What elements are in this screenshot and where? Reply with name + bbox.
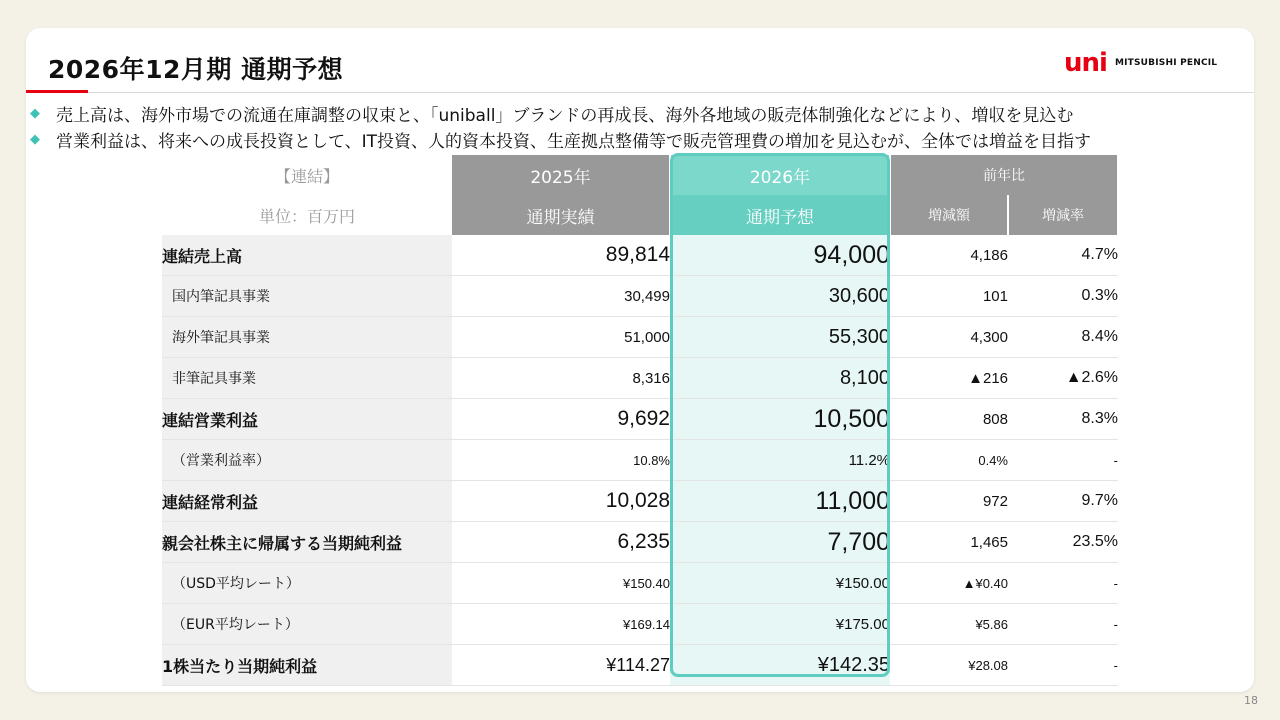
unit-label: 単位：百万円 [258,206,355,226]
row-label: （USD平均レート） [162,563,452,604]
forecast-value: 11,000 [670,481,890,522]
page-number: 18 [1244,694,1258,707]
rate-value: 4.7% [1008,235,1118,276]
diff-value: 0.4% [890,440,1008,481]
row-label: 非筆記具事業 [162,358,452,399]
diff-value: ¥28.08 [890,645,1008,686]
forecast-value: ¥150.00 [670,563,890,604]
diff-value: ▲¥0.40 [890,563,1008,604]
row-label: 国内筆記具事業 [162,276,452,317]
slide-title: 2026年12月期 通期予想 [48,55,344,84]
diff-value: 101 [890,276,1008,317]
rate-value: ▲2.6% [1008,358,1118,399]
forecast-table [162,155,1119,686]
table-subheader-row [162,195,1118,235]
header-rate: 増減率 [1008,195,1118,235]
diff-value: 4,300 [890,317,1008,358]
table-header-row [162,155,1118,195]
header-2026: 2026年 [670,155,890,195]
diff-value: 808 [890,399,1008,440]
bullet-item [30,126,1091,152]
table-row [162,317,1118,358]
forecast-value: ¥142.35 [670,645,890,686]
forecast-value: 10,500 [670,399,890,440]
row-label: 海外筆記具事業 [162,317,452,358]
company-logo [1064,50,1217,76]
actual-value: ¥114.27 [452,645,670,686]
header-divider [88,92,1254,93]
header-actual: 通期実績 [452,195,670,235]
forecast-value: 55,300 [670,317,890,358]
table-row [162,645,1118,686]
table-row [162,481,1118,522]
forecast-value: 30,600 [670,276,890,317]
header-yoy: 前年比 [890,155,1118,195]
actual-value: 10.8% [452,440,670,481]
title-accent-bar [26,90,88,93]
actual-value: 6,235 [452,522,670,563]
header-forecast: 通期予想 [670,195,890,235]
diff-value: 1,465 [890,522,1008,563]
table-row [162,563,1118,604]
table-row [162,604,1118,645]
rate-value: 9.7% [1008,481,1118,522]
forecast-value: 94,000 [670,235,890,276]
diff-value: ¥5.86 [890,604,1008,645]
table-row [162,522,1118,563]
rate-value: 8.4% [1008,317,1118,358]
rate-value: - [1008,563,1118,604]
row-label: 連結売上高 [162,235,452,276]
rate-value: 0.3% [1008,276,1118,317]
logo-mark: uni [1064,48,1107,78]
actual-value: ¥150.40 [452,563,670,604]
table-row [162,235,1118,276]
table-row [162,440,1118,481]
actual-value: 89,814 [452,235,670,276]
diff-value: 4,186 [890,235,1008,276]
row-label: 1株当たり当期純利益 [162,645,452,686]
summary-bullets [30,100,1091,152]
forecast-value: 8,100 [670,358,890,399]
row-label: （EUR平均レート） [162,604,452,645]
diff-value: 972 [890,481,1008,522]
scope-label: 【連結】 [274,166,339,186]
bullet-text: 営業利益は、将来への成長投資として、IT投資、人的資本投資、生産拠点整備等で販売管理費の増加を見込むが、全体では増益を目指す [56,131,1092,152]
table-row [162,276,1118,317]
actual-value: 8,316 [452,358,670,399]
row-label: 親会社株主に帰属する当期純利益 [162,522,452,563]
bullet-item [30,100,1091,126]
actual-value: ¥169.14 [452,604,670,645]
diamond-bullet-icon: ◆ [30,105,40,121]
forecast-value: ¥175.00 [670,604,890,645]
forecast-value: 7,700 [670,522,890,563]
rate-value: - [1008,440,1118,481]
rate-value: 8.3% [1008,399,1118,440]
header-diff: 増減額 [890,195,1008,235]
actual-value: 9,692 [452,399,670,440]
rate-value: - [1008,645,1118,686]
row-label: 連結営業利益 [162,399,452,440]
forecast-value: 11.2% [670,440,890,481]
actual-value: 30,499 [452,276,670,317]
header-2025: 2025年 [452,155,670,195]
diff-value: ▲216 [890,358,1008,399]
actual-value: 51,000 [452,317,670,358]
actual-value: 10,028 [452,481,670,522]
table-row [162,399,1118,440]
rate-value: 23.5% [1008,522,1118,563]
rate-value: - [1008,604,1118,645]
bullet-text: 売上高は、海外市場での流通在庫調整の収束と、「uniball」ブランドの再成長、海外各地域の販売体制強化などにより、増収を見込む [56,105,1074,126]
table-row [162,358,1118,399]
diamond-bullet-icon: ◆ [30,131,40,147]
logo-text: MITSUBISHI PENCIL [1114,58,1218,68]
row-label: （営業利益率） [162,440,452,481]
row-label: 連結経常利益 [162,481,452,522]
